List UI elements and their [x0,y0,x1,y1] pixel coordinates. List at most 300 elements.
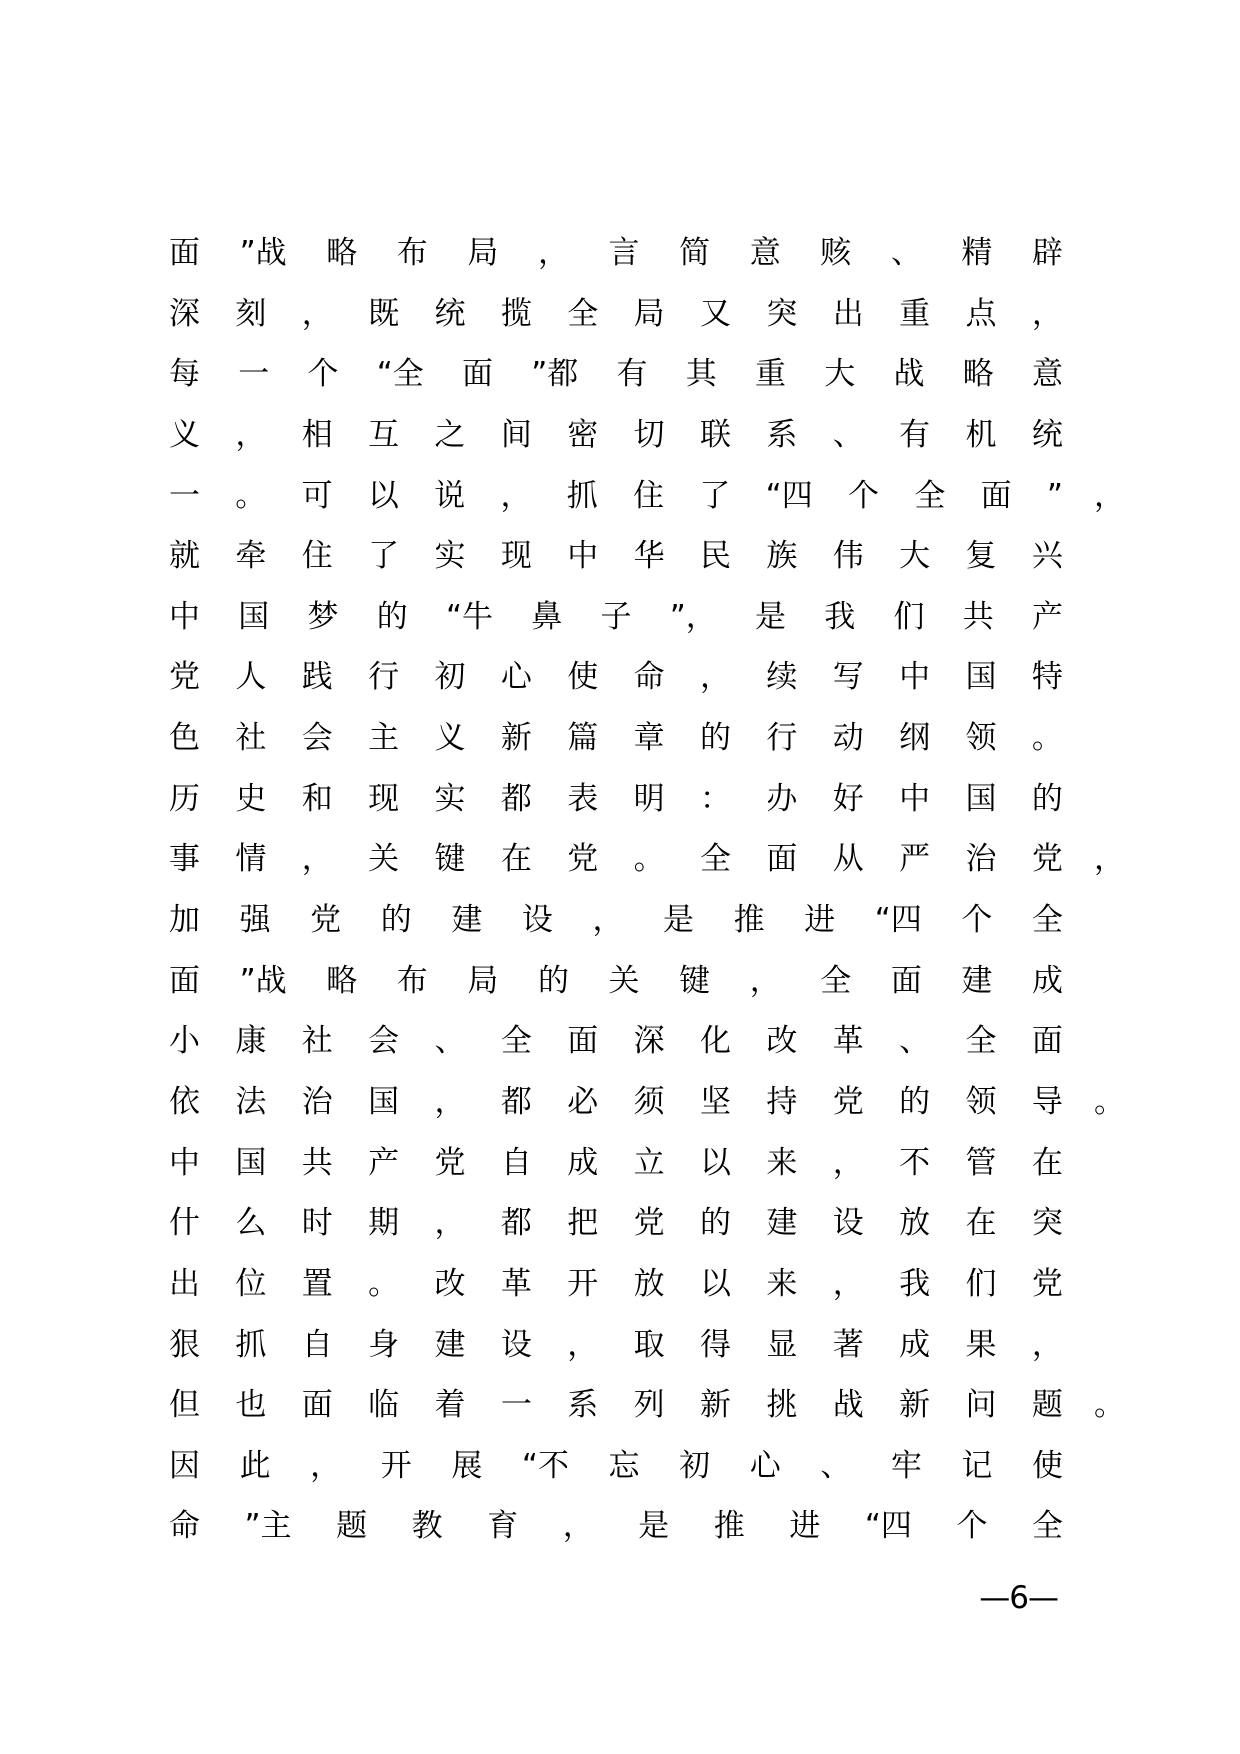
character: 大 [899,538,931,575]
character: 事 [169,841,200,878]
character: 义 [169,416,200,453]
text-line [169,1445,1063,1506]
character: 、 [434,1023,466,1060]
character: 初 [679,1447,711,1484]
character: ， [310,1447,342,1484]
character: 育 [487,1508,519,1545]
line-text [169,1384,1063,1426]
character: 新 [500,720,532,757]
text-line [169,1202,1063,1263]
character: 设 [500,1326,532,1363]
page-number: —6— [979,1580,1058,1616]
character: 狠 [169,1326,200,1363]
character: 系 [567,1387,599,1424]
character: 展 [451,1447,483,1484]
character: 题 [336,1508,368,1545]
character: 意 [749,235,781,271]
character: 伟 [832,538,864,575]
character: 中 [169,1144,200,1181]
character: 我 [899,1265,931,1302]
character: 统 [434,295,466,332]
character: 是 [638,1508,670,1545]
character: 着 [434,1387,466,1424]
character: 中 [567,538,599,575]
character: ”战 [239,235,287,271]
character: 会 [368,1023,400,1060]
character: 一 [238,356,270,393]
line-text [169,353,1063,395]
character: 党 [434,1144,466,1181]
character: 在 [500,841,532,878]
character: 推 [733,902,765,939]
character: 色 [169,720,200,757]
text-line [169,535,1063,596]
character: 局 [633,295,665,332]
character: 开 [380,1447,412,1484]
character: 果 [965,1326,997,1363]
character: 以 [700,1265,731,1302]
character: ， [700,659,731,696]
character: ”战 [239,962,287,999]
line-text [169,778,1063,820]
character: 治 [965,841,997,878]
character: 必 [567,1083,599,1120]
character: 教 [411,1508,443,1545]
character: ， [832,1144,864,1181]
character: 管 [965,1144,997,1181]
text-line [169,232,1063,293]
character: 抓 [566,477,598,514]
character: ， [301,295,333,332]
character: 依 [169,1083,200,1120]
character: 现 [368,780,400,817]
character: 战 [832,1387,864,1424]
character: ” [1046,477,1063,514]
line-text [169,899,1063,941]
character: 会 [301,720,333,757]
line-text [169,1142,1063,1184]
character: 化 [700,1023,731,1060]
line-text [169,1445,1063,1487]
character: 期 [368,1205,400,1242]
character: 说 [434,477,466,514]
character: 局 [467,962,499,999]
text-line [169,475,1125,536]
character: 出 [169,1265,200,1302]
character: 命 [633,659,665,696]
character: 放 [899,1205,931,1242]
character: 国 [368,1083,400,1120]
character: ， [235,416,267,453]
character: 全 [914,477,946,514]
character: 辟 [1032,235,1063,271]
character: 个 [961,902,993,939]
character: 实 [434,780,466,817]
character: 党 [1031,1265,1063,1302]
character: 统 [1031,416,1063,453]
character: 全 [567,295,599,332]
text-line [169,1142,1063,1203]
character: 革 [500,1265,532,1302]
character: 精 [961,235,993,271]
character: 共 [962,598,994,635]
line-text [169,1081,1063,1123]
text-line [169,899,1063,960]
character: 国 [238,598,270,635]
character: 治 [301,1083,333,1120]
character: 纲 [899,720,931,757]
character: 不 [899,1144,931,1181]
text-line [169,1020,1063,1081]
character: 可 [301,477,333,514]
character: “四 [874,902,922,939]
character: 康 [235,1023,267,1060]
character: 社 [301,1023,333,1060]
character: 也 [235,1387,267,1424]
character: 深 [169,295,200,332]
character: 。 [368,1265,400,1302]
character: 局 [467,235,499,271]
character: 布 [396,962,428,999]
character: “四 [864,1508,912,1545]
character: 面 [169,962,200,999]
character: 置 [301,1265,333,1302]
character: 面 [567,1023,599,1060]
text-line [169,1324,1063,1385]
character: 严 [899,841,931,878]
line-text [169,838,1063,880]
character: 设 [832,1205,864,1242]
character: 来 [766,1144,798,1181]
character: 面 [301,1387,333,1424]
character: 建 [434,1326,466,1363]
character: 领 [965,720,997,757]
character: 战 [893,356,925,393]
document-body [169,232,1125,1566]
character: 放 [633,1265,665,1302]
character: 明 [633,780,665,817]
line-text [169,1020,1063,1062]
character: ”， [669,598,717,635]
character: 推 [713,1508,745,1545]
character: 把 [567,1205,599,1242]
character: 略 [326,962,358,999]
character: 挑 [766,1387,798,1424]
character: 个 [956,1508,988,1545]
line-text [169,596,1063,638]
character: 位 [235,1265,267,1302]
character: “四 [765,477,813,514]
hanging-punctuation: 。 [1094,1387,1125,1424]
character: 每 [169,356,200,393]
character: ”都 [531,356,579,393]
character: 建 [961,962,993,999]
character: ： [700,780,731,817]
line-text [169,960,1063,1002]
character: 有 [616,356,648,393]
character: 建 [451,902,483,939]
hanging-punctuation: ， [1094,477,1125,514]
character: 表 [567,780,599,817]
character: 个 [307,356,339,393]
character: 情 [235,841,267,878]
character: 党 [169,659,200,696]
character: 国 [965,780,997,817]
character: 都 [500,780,532,817]
character: 了 [699,477,731,514]
character: 么 [235,1205,267,1242]
line-text [169,475,1063,517]
character: 切 [633,416,665,453]
character: 大 [824,356,856,393]
character: ， [434,1083,466,1120]
character: 进 [804,902,836,939]
character: 重 [899,295,931,332]
character: 国 [235,1144,267,1181]
character: 突 [766,295,798,332]
character: “不 [521,1447,569,1484]
character: 兴 [1031,538,1063,575]
character: 间 [500,416,532,453]
line-text [169,1202,1063,1244]
character: 全 [820,962,852,999]
character: 新 [899,1387,931,1424]
character: 全 [700,841,731,878]
character: 鼻 [531,598,563,635]
character: “全 [376,356,424,393]
character: 都 [500,1205,532,1242]
line-text [169,1324,1063,1366]
character: 时 [301,1205,333,1242]
character: 历 [169,780,200,817]
character: 忘 [608,1447,640,1484]
character: 实 [434,538,466,575]
character: 有 [899,416,931,453]
character: 、 [899,1023,931,1060]
line-text [169,717,1063,759]
character: 因 [169,1447,200,1484]
character: 一 [169,477,200,514]
character: 。 [1031,720,1063,757]
character: 。 [235,477,267,514]
character: 但 [169,1387,200,1424]
character: 了 [368,538,400,575]
character: 以 [367,477,399,514]
character: 社 [235,720,267,757]
character: 面 [766,841,798,878]
character: 写 [832,659,864,696]
character: 和 [301,780,333,817]
character: 国 [965,659,997,696]
character: 导 [1031,1083,1063,1120]
character: ， [537,235,569,271]
character: 中 [169,598,200,635]
text-line [169,717,1063,778]
character: 中 [899,780,931,817]
character: ， [567,1326,599,1363]
character: 特 [1031,659,1063,696]
character: 全 [1031,1508,1063,1545]
character: 、 [832,416,864,453]
character: 法 [235,1083,267,1120]
character: 联 [700,416,731,453]
character: ， [434,1205,466,1242]
character: 办 [766,780,798,817]
character: 续 [766,659,798,696]
character: 记 [961,1447,993,1484]
character: 既 [368,295,400,332]
character: 牵 [235,538,267,575]
character: 取 [633,1326,665,1363]
character: 面 [1031,1023,1063,1060]
character: 中 [899,659,931,696]
character: 产 [368,1144,400,1181]
character: 党 [1031,841,1063,878]
character: ， [832,1265,864,1302]
character: 都 [500,1083,532,1120]
character: 身 [368,1326,400,1363]
character: 加 [169,902,200,939]
character: 深 [633,1023,665,1060]
character: 揽 [500,295,532,332]
character: 成 [1032,962,1063,999]
character: 个 [848,477,880,514]
character: 住 [633,477,665,514]
line-text [169,414,1063,456]
character: 使 [567,659,599,696]
character: 意 [1031,356,1063,393]
character: 面 [890,962,922,999]
character: 相 [301,416,333,453]
character: 、 [890,235,922,271]
text-line [169,838,1125,899]
character: 史 [235,780,267,817]
character: 著 [832,1326,864,1363]
character: 什 [169,1205,200,1242]
character: 突 [1031,1205,1063,1242]
character: 行 [368,659,400,696]
character: 改 [766,1023,798,1060]
character: 重 [755,356,786,393]
character: 进 [789,1508,821,1545]
character: ， [1031,1326,1063,1363]
character: 小 [169,1023,200,1060]
text-line [169,1505,1063,1566]
hanging-punctuation: ， [1094,841,1125,878]
character: 布 [396,235,428,271]
character: ， [592,902,624,939]
character: 章 [633,720,665,757]
character: 牢 [890,1447,922,1484]
character: 我 [824,598,856,635]
character: 就 [169,538,200,575]
character: 使 [1032,1447,1063,1484]
character: 设 [521,902,553,939]
character: 赅 [820,235,852,271]
character: 自 [301,1326,333,1363]
character: 全 [500,1023,532,1060]
character: 党 [310,902,342,939]
character: ， [500,477,532,514]
character: 键 [434,841,466,878]
character: 的 [700,1205,731,1242]
hanging-punctuation: 。 [1094,1083,1125,1120]
character: 一 [500,1387,532,1424]
character: 党 [567,841,599,878]
character: 之 [434,416,466,453]
character: 子 [600,598,632,635]
character: 领 [965,1083,997,1120]
character: 列 [633,1387,665,1424]
character: 成 [567,1144,599,1181]
character: 的 [376,598,408,635]
character: 的 [1031,780,1063,817]
character: 华 [633,538,665,575]
character: 族 [766,538,798,575]
character: 以 [700,1144,731,1181]
character: 临 [368,1387,400,1424]
character: 。 [633,841,665,878]
character: 来 [766,1265,798,1302]
character: 们 [893,598,925,635]
character: 立 [633,1144,665,1181]
character: 改 [434,1265,466,1302]
character: 心 [749,1447,781,1484]
character: 言 [608,235,640,271]
line-text [169,1263,1063,1305]
character: 是 [663,902,695,939]
text-line [169,1263,1063,1324]
character: 建 [766,1205,798,1242]
character: 全 [1032,902,1063,939]
character: 现 [500,538,532,575]
character: 的 [700,720,731,757]
character: 行 [766,720,798,757]
text-line [169,778,1063,839]
text-line [169,1384,1125,1445]
line-text [169,656,1063,698]
character: 、 [820,1447,852,1484]
character: 面 [980,477,1012,514]
character: 篇 [567,720,599,757]
character: 互 [368,416,400,453]
character: 关 [368,841,400,878]
character: 初 [434,659,466,696]
character: 机 [965,416,997,453]
text-line [169,596,1063,657]
character: ， [562,1508,594,1545]
character: 在 [1031,1144,1063,1181]
character: 住 [301,538,333,575]
line-text [169,293,1063,335]
character: 们 [965,1265,997,1302]
character: 革 [832,1023,864,1060]
character: 刻 [235,295,267,332]
character: 梦 [307,598,339,635]
character: 的 [537,962,569,999]
character: 党 [633,1205,665,1242]
text-line [169,1081,1125,1142]
line-text [169,232,1063,274]
character: 须 [633,1083,665,1120]
character: ， [1031,295,1063,332]
character: 成 [899,1326,931,1363]
character: 义 [434,720,466,757]
character: 产 [1031,598,1063,635]
character: 略 [962,356,994,393]
character: ”主 [244,1508,292,1545]
character: 持 [766,1083,798,1120]
